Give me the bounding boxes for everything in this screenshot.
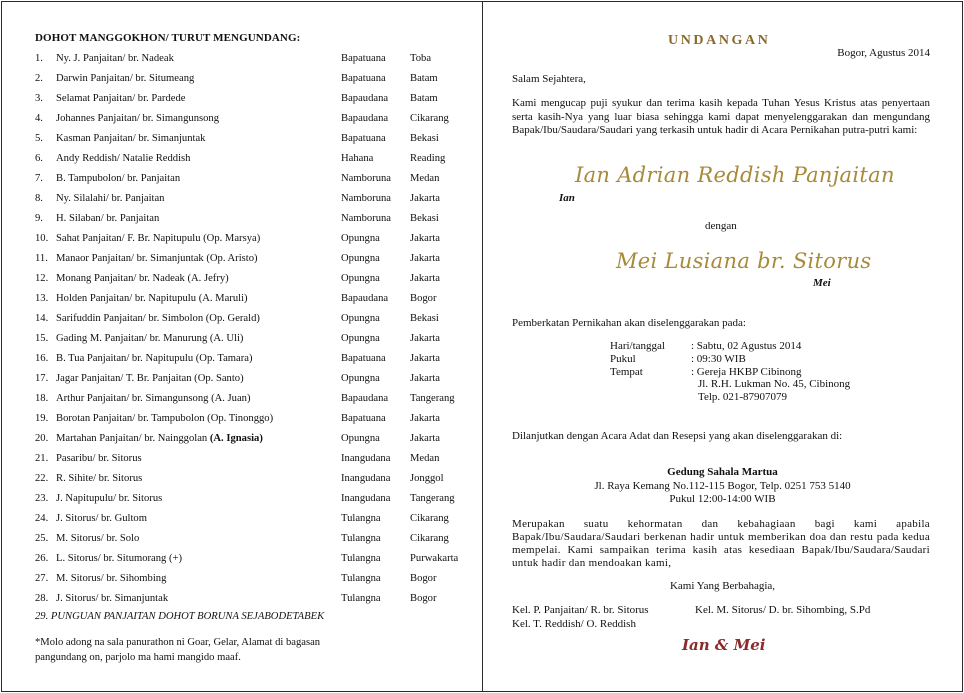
list-item	[0, 352, 482, 372]
item-relation: Inangudana	[341, 493, 391, 504]
item-number: 18.	[35, 393, 49, 404]
item-number: 9.	[35, 213, 43, 224]
list-item	[0, 232, 482, 252]
item-name-text: Martahan Panjaitan/ br. Nainggolan	[56, 433, 208, 444]
item-relation: Tulangna	[341, 573, 381, 584]
closing-paragraph: Merupakan suatu kehormatan dan kebahagiaan bagi kami apabila Bapak/Ibu/Saudara/Saudari berkenan hadir untuk memberikan doa dan restu pada kedua mempelai. Kami sampaikan terima kasih atas kesediaan Bapak/Ibu/Saudara/Saudari untuk hadir dan mendoakan kami,	[512, 518, 930, 569]
item-city: Medan	[410, 173, 440, 184]
item-number: 16.	[35, 353, 49, 364]
item-city: Bekasi	[410, 213, 439, 224]
list-item	[0, 492, 482, 512]
item-relation: Tulangna	[341, 553, 381, 564]
item-number: 3.	[35, 93, 43, 104]
item-name: Andy Reddish/ Natalie Reddish	[56, 153, 191, 164]
list-item	[0, 512, 482, 532]
item-name: Borotan Panjaitan/ br. Tampubolon (Op. Tinonggo)	[56, 413, 274, 424]
item-number: 13.	[35, 293, 49, 304]
day-label: Hari/tanggal	[610, 340, 665, 352]
dengan-text: dengan	[705, 220, 737, 232]
item-name: Arthur Panjaitan/ br. Simangunsong (A. Juan)	[56, 393, 251, 404]
item-city: Jakarta	[410, 273, 440, 284]
item-city: Bogor	[410, 573, 437, 584]
apology-note: *Molo adong na sala panurathon ni Goar, Gelar, Alamat di bagasan pangundang on, parjolo ma hami mangido maaf.	[35, 637, 321, 663]
intro-paragraph: Kami mengucap puji syukur dan terima kasih kepada Tuhan Yesus Kristus atas penyertaan serta kasih-Nya yang luar biasa sehingga kami dapat menyelenggarakan dan mengundang Bapak/Ibu/Saudara/Saudari yang terkasih untuk hadir di Acara Pernikahan putra-putri kami:	[512, 97, 930, 136]
list-item	[0, 112, 482, 132]
list-item	[0, 172, 482, 192]
item-relation: Opungna	[341, 273, 380, 284]
item-name: J. Sitorus/ br. Simanjuntak	[56, 593, 169, 604]
item-relation: Inangudana	[341, 453, 391, 464]
item-name: Selamat Panjaitan/ br. Pardede	[56, 93, 186, 104]
list-item	[0, 332, 482, 352]
item-name: Gading M. Panjaitan/ br. Manurung (A. Uli)	[56, 333, 244, 344]
list-item	[0, 572, 482, 592]
item-city: Jakarta	[410, 253, 440, 264]
list-item	[0, 552, 482, 572]
item-number: 1.	[35, 53, 43, 64]
turut-mengundang-list	[0, 52, 482, 612]
invitation-date: Bogor, Agustus 2014	[837, 47, 930, 59]
item-number: 10.	[35, 233, 49, 244]
item-number: 27.	[35, 573, 49, 584]
item-number: 17.	[35, 373, 49, 384]
punguan-line: 29. PUNGUAN PANJAITAN DOHOT BORUNA SEJABODETABEK	[35, 611, 325, 622]
item-city: Bogor	[410, 293, 437, 304]
item-number: 20.	[35, 433, 49, 444]
item-number: 21.	[35, 453, 49, 464]
list-item	[0, 592, 482, 612]
item-name: J. Sitorus/ br. Gultom	[56, 513, 147, 524]
item-number: 14.	[35, 313, 49, 324]
venue-address: Jl. Raya Kemang No.112-115 Bogor, Telp. 0251 753 5140	[594, 480, 851, 492]
place-address: Jl. R.H. Lukman No. 45, Cibinong	[698, 378, 851, 391]
item-city: Jakarta	[410, 433, 440, 444]
item-relation: Bapatuana	[341, 133, 386, 144]
item-name: Sarifuddin Panjaitan/ br. Simbolon (Op. Gerald)	[56, 313, 260, 324]
signature-family-2: Kel. M. Sitorus/ D. br. Sihombing, S.Pd	[695, 604, 871, 616]
item-relation: Bapatuana	[341, 353, 386, 364]
item-relation: Bapatuana	[341, 413, 386, 424]
greeting: Salam Sejahtera,	[512, 73, 586, 85]
item-name: Pasaribu/ br. Sitorus	[56, 453, 142, 464]
reception-heading: Dilanjutkan dengan Acara Adat dan Resepsi yang akan diselenggarakan di:	[512, 430, 843, 442]
list-item	[0, 92, 482, 112]
groom-nickname: Ian	[559, 192, 575, 204]
list-item	[0, 452, 482, 472]
list-item	[0, 432, 482, 452]
item-city: Purwakarta	[410, 553, 459, 564]
list-item	[0, 292, 482, 312]
list-item	[0, 312, 482, 332]
bride-nickname: Mei	[813, 277, 831, 289]
item-name	[56, 432, 263, 446]
signature-family-3: Kel. T. Reddish/ O. Reddish	[512, 618, 636, 630]
item-city: Toba	[410, 53, 432, 64]
item-number: 5.	[35, 133, 43, 144]
item-relation: Opungna	[341, 373, 380, 384]
venue-details	[483, 480, 962, 506]
item-name: B. Tua Panjaitan/ br. Napitupulu (Op. Tamara)	[56, 353, 253, 364]
time-value: : 09:30 WIB	[691, 352, 746, 365]
item-city: Jonggol	[410, 473, 444, 484]
item-city: Jakarta	[410, 193, 440, 204]
item-number: 8.	[35, 193, 43, 204]
item-number: 26.	[35, 553, 49, 564]
item-name: Jagar Panjaitan/ T. Br. Panjaitan (Op. Santo)	[56, 373, 244, 384]
item-relation: Namboruna	[341, 193, 392, 204]
list-item	[0, 72, 482, 92]
item-number: 23.	[35, 493, 49, 504]
item-name: Monang Panjaitan/ br. Nadeak (A. Jefry)	[56, 273, 229, 284]
item-name: Holden Panjaitan/ br. Napitupulu (A. Maruli)	[56, 293, 248, 304]
bride-full-name: Mei Lusiana br. Sitorus	[616, 249, 872, 273]
item-city: Bogor	[410, 593, 437, 604]
item-city: Cikarang	[410, 533, 449, 544]
item-number: 24.	[35, 513, 49, 524]
item-relation: Opungna	[341, 233, 380, 244]
list-item	[0, 52, 482, 72]
item-city: Jakarta	[410, 353, 440, 364]
item-relation: Tulangna	[341, 513, 381, 524]
place-label: Tempat	[610, 365, 643, 378]
turut-mengundang-title: DOHOT MANGGOKHON/ TURUT MENGUNDANG:	[35, 32, 301, 44]
item-city: Tangerang	[410, 393, 455, 404]
time-label: Pukul	[610, 352, 636, 365]
item-number: 4.	[35, 113, 43, 124]
item-name: R. Sihite/ br. Sitorus	[56, 473, 143, 484]
item-name: Johannes Panjaitan/ br. Simangunsong	[56, 113, 220, 124]
venue-time: Pukul 12:00-14:00 WIB	[669, 492, 776, 505]
list-item	[0, 212, 482, 232]
item-name: L. Sitorus/ br. Situmorang (+)	[56, 553, 183, 564]
item-city: Jakarta	[410, 413, 440, 424]
ceremony-values	[691, 340, 850, 404]
item-relation: Opungna	[341, 313, 380, 324]
item-city: Cikarang	[410, 113, 449, 124]
item-relation: Bapaudana	[341, 93, 389, 104]
invitation-title: UNDANGAN	[668, 33, 771, 48]
item-city: Tangerang	[410, 493, 455, 504]
item-city: Bekasi	[410, 133, 439, 144]
item-city: Batam	[410, 93, 438, 104]
right-page	[483, 0, 962, 693]
item-relation: Tulangna	[341, 533, 381, 544]
ceremony-labels	[610, 340, 665, 378]
item-number: 25.	[35, 533, 49, 544]
item-number: 7.	[35, 173, 43, 184]
item-relation: Opungna	[341, 253, 380, 264]
item-city: Jakarta	[410, 233, 440, 244]
item-number: 22.	[35, 473, 49, 484]
item-city: Jakarta	[410, 333, 440, 344]
item-relation: Bapaudana	[341, 393, 389, 404]
item-name: Darwin Panjaitan/ br. Situmeang	[56, 73, 195, 84]
item-name: Sahat Panjaitan/ F. Br. Napitupulu (Op. Marsya)	[56, 233, 261, 244]
berbahagia-text: Kami Yang Berbahagia,	[669, 580, 776, 592]
list-item	[0, 532, 482, 552]
list-item	[0, 372, 482, 392]
venue-name: Gedung Sahala Martua	[667, 466, 778, 478]
item-name-bold: (A. Ignasia)	[209, 433, 263, 444]
signature-family-1: Kel. P. Panjaitan/ R. br. Sitorus	[512, 604, 649, 616]
item-name: H. Silaban/ br. Panjaitan	[56, 213, 160, 224]
item-name: M. Sitorus/ br. Solo	[56, 533, 140, 544]
item-relation: Tulangna	[341, 593, 381, 604]
item-name: Kasman Panjaitan/ br. Simanjuntak	[56, 133, 206, 144]
place-telephone: Telp. 021-87907079	[698, 391, 788, 404]
item-city: Cikarang	[410, 513, 449, 524]
item-number: 6.	[35, 153, 43, 164]
pemberkatan-heading: Pemberkatan Pernikahan akan diselenggarakan pada:	[512, 317, 746, 329]
item-name: B. Tampubolon/ br. Panjaitan	[56, 173, 181, 184]
place-value: : Gereja HKBP Cibinong	[691, 365, 802, 378]
item-number: 19.	[35, 413, 49, 424]
item-relation: Bapatuana	[341, 53, 386, 64]
item-name: Ny. Silalahi/ br. Panjaitan	[56, 193, 165, 204]
item-city: Batam	[410, 73, 438, 84]
item-name: J. Napitupulu/ br. Sitorus	[56, 493, 163, 504]
list-item	[0, 252, 482, 272]
list-item	[0, 152, 482, 172]
item-relation: Namboruna	[341, 213, 392, 224]
item-name: Manaor Panjaitan/ br. Simanjuntak (Op. Aristo)	[56, 253, 258, 264]
list-item	[0, 132, 482, 152]
list-item	[0, 392, 482, 412]
list-item	[0, 412, 482, 432]
item-relation: Inangudana	[341, 473, 391, 484]
item-city: Jakarta	[410, 373, 440, 384]
item-number: 15.	[35, 333, 49, 344]
item-number: 11.	[35, 253, 48, 264]
item-relation: Bapaudana	[341, 113, 389, 124]
groom-full-name: Ian Adrian Reddish Panjaitan	[575, 163, 895, 187]
item-relation: Namboruna	[341, 173, 392, 184]
item-relation: Hahana	[341, 153, 374, 164]
item-city: Bekasi	[410, 313, 439, 324]
item-number: 2.	[35, 73, 43, 84]
item-number: 12.	[35, 273, 49, 284]
item-relation: Bapatuana	[341, 73, 386, 84]
item-relation: Opungna	[341, 433, 380, 444]
item-number: 28.	[35, 593, 49, 604]
item-name: M. Sitorus/ br. Sihombing	[56, 573, 167, 584]
item-city: Reading	[410, 153, 446, 164]
list-item	[0, 272, 482, 292]
day-value: : Sabtu, 02 Agustus 2014	[691, 340, 802, 352]
list-item	[0, 192, 482, 212]
item-name: Ny. J. Panjaitan/ br. Nadeak	[56, 53, 174, 64]
item-relation: Opungna	[341, 333, 380, 344]
list-item	[0, 472, 482, 492]
item-city: Medan	[410, 453, 440, 464]
couple-signature: Ian & Mei	[682, 636, 766, 654]
item-relation: Bapaudana	[341, 293, 389, 304]
